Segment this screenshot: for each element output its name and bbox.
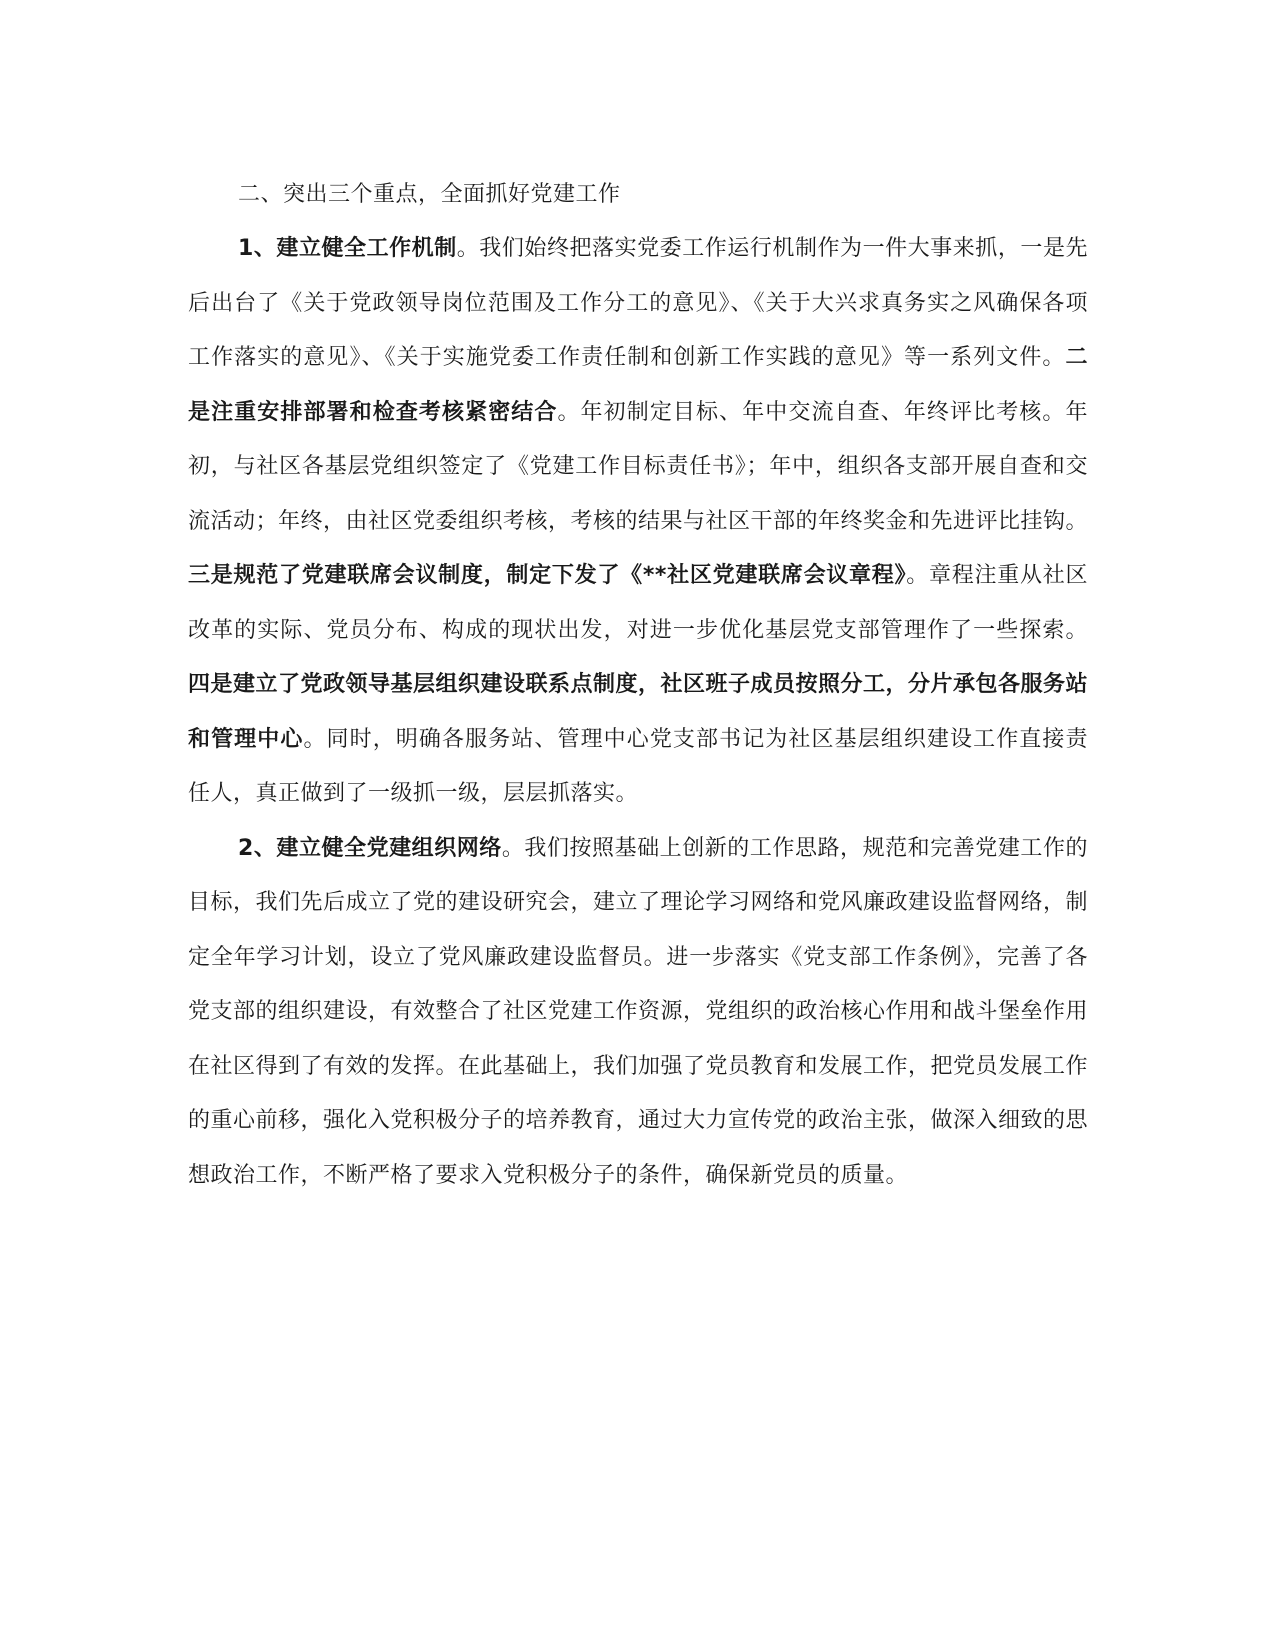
paragraph-text: 。年初制定目标、年中交流自查、年终评比考核。年初，与社区各基层党组织签定了《党建工作目标责任书》；年中，组织各支部开展自查和交流活动；年终，由社区党委组织考核，考核的结果与社区干部的年终奖金和先进评比挂钩。 [188, 399, 1089, 534]
document-page [188, 168, 1088, 1203]
paragraph-title: 2、建立健全党建组织网络 [238, 835, 502, 861]
bold-point-two: 二是注重安排部署和检查考核紧密结合 [188, 345, 1088, 425]
paragraph-organization-network [188, 822, 1088, 1204]
bold-point-four: 四是建立了党政领导基层组织建设联系点制度，社区班子成员按照分工，分片承包各服务站和管理中心 [188, 672, 1089, 752]
paragraph-text: 。章程注重从社区改革的实际、党员分布、构成的现状出发，对进一步优化基层党支部管理作了一些探索。 [188, 563, 1088, 643]
bold-point-three: 三是规范了党建联席会议制度，制定下发了《**社区党建联席会议章程》 [188, 563, 907, 588]
paragraph-work-mechanism [188, 222, 1088, 822]
paragraph-text: 。我们按照基础上创新的工作思路，规范和完善党建工作的目标，我们先后成立了党的建设研究会，建立了理论学习网络和党风廉政建设监督网络，制定全年学习计划，设立了党风廉政建设监督员。进一步落实《党支部工作条例》，完善了各党支部的组织建设，有效整合了社区党建工作资源，党组织的政治核心作用和战斗堡垒作用在社区得到了有效的发挥。在此基础上，我们加强了党员教育和发展工作，把党员发展工作的重心前移，强化入党积极分子的培养教育，通过大力宣传党的政治主张，做深入细致的思想政治工作，不断严格了要求入党积极分子的条件，确保新党员的质量。 [188, 835, 1089, 1188]
paragraph-text: 。我们始终把落实党委工作运行机制作为一件大事来抓，一是先后出台了《关于党政领导岗位范围及工作分工的意见》、《关于大兴求真务实之风确保各项工作落实的意见》、《关于实施党委工作责任制和创新工作实践的意见》等一系列文件。 [188, 236, 1088, 370]
paragraph-text: 。同时，明确各服务站、管理中心党支部书记为社区基层组织建设工作直接责任人，真正做到了一级抓一级，层层抓落实。 [188, 726, 1088, 806]
paragraph-title: 1、建立健全工作机制 [238, 236, 457, 261]
section-heading: 二、突出三个重点，全面抓好党建工作 [238, 182, 621, 207]
